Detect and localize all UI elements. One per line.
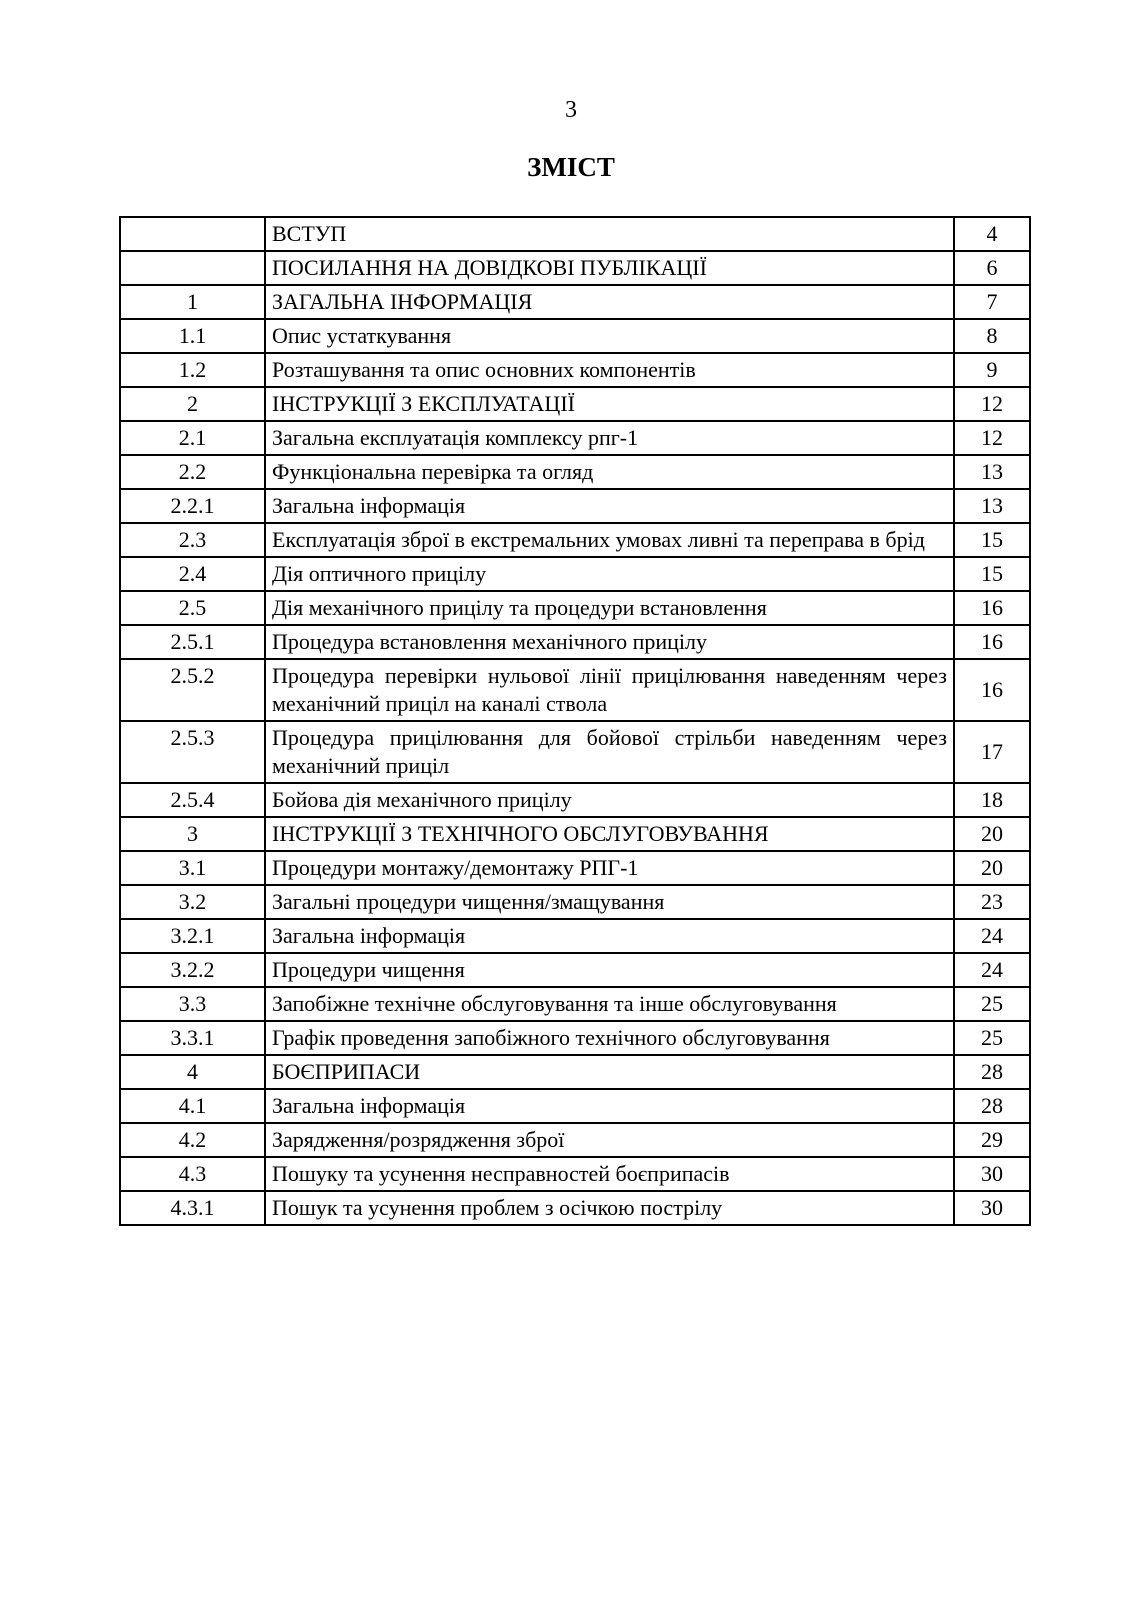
table-row: [120, 421, 1030, 455]
toc-row-page: 16: [954, 625, 1030, 659]
table-row: [120, 591, 1030, 625]
toc-row-page: 30: [954, 1191, 1030, 1225]
toc-row-title: Загальна інформація: [265, 1089, 954, 1123]
toc-row-page: 15: [954, 523, 1030, 557]
table-row: [120, 251, 1030, 285]
toc-row-title: ІНСТРУКЦІЇ З ТЕХНІЧНОГО ОБСЛУГОВУВАННЯ: [265, 817, 954, 851]
toc-row-number: 2.1: [120, 421, 265, 455]
toc-row-page: 6: [954, 251, 1030, 285]
table-row: [120, 523, 1030, 557]
table-row: [120, 659, 1030, 721]
table-row: [120, 1123, 1030, 1157]
table-row: [120, 885, 1030, 919]
table-row: [120, 987, 1030, 1021]
toc-row-page: 18: [954, 783, 1030, 817]
toc-row-title: Процедура прицілювання для бойової стрільби наведенням через механічний приціл: [265, 721, 954, 783]
toc-row-title: ПОСИЛАННЯ НА ДОВІДКОВІ ПУБЛІКАЦІЇ: [265, 251, 954, 285]
toc-row-page: 15: [954, 557, 1030, 591]
toc-row-title: Процедури монтажу/демонтажу РПГ-1: [265, 851, 954, 885]
toc-row-number: 4.1: [120, 1089, 265, 1123]
toc-row-number: 4: [120, 1055, 265, 1089]
toc-row-page: 24: [954, 919, 1030, 953]
toc-row-page: 17: [954, 721, 1030, 783]
toc-row-page: 13: [954, 455, 1030, 489]
table-row: [120, 1021, 1030, 1055]
toc-row-number: 2.5.1: [120, 625, 265, 659]
toc-row-page: 12: [954, 387, 1030, 421]
toc-row-number: 3.1: [120, 851, 265, 885]
toc-table: [119, 216, 1031, 1226]
toc-row-page: 28: [954, 1055, 1030, 1089]
toc-body: [120, 217, 1030, 1225]
toc-row-title: Бойова дія механічного прицілу: [265, 783, 954, 817]
toc-row-title: Опис устаткування: [265, 319, 954, 353]
toc-row-number: 2: [120, 387, 265, 421]
toc-row-page: 16: [954, 591, 1030, 625]
toc-row-page: 16: [954, 659, 1030, 721]
toc-row-page: 13: [954, 489, 1030, 523]
toc-row-page: 7: [954, 285, 1030, 319]
table-row: [120, 953, 1030, 987]
toc-row-title: Розташування та опис основних компонентів: [265, 353, 954, 387]
table-row: [120, 817, 1030, 851]
toc-row-number: 3.2.2: [120, 953, 265, 987]
toc-row-title: Пошуку та усунення несправностей боєприпасів: [265, 1157, 954, 1191]
toc-row-number: 4.3: [120, 1157, 265, 1191]
toc-row-page: 25: [954, 987, 1030, 1021]
table-row: [120, 1157, 1030, 1191]
toc-row-page: 8: [954, 319, 1030, 353]
toc-row-title: Процедури чищення: [265, 953, 954, 987]
toc-row-page: 4: [954, 217, 1030, 251]
toc-row-title: ІНСТРУКЦІЇ З ЕКСПЛУАТАЦІЇ: [265, 387, 954, 421]
toc-row-page: 9: [954, 353, 1030, 387]
toc-row-page: 30: [954, 1157, 1030, 1191]
table-row: [120, 1089, 1030, 1123]
toc-row-number: [120, 251, 265, 285]
table-row: [120, 1055, 1030, 1089]
toc-row-title: Пошук та усунення проблем з осічкою пострілу: [265, 1191, 954, 1225]
toc-row-number: 1: [120, 285, 265, 319]
table-row: [120, 557, 1030, 591]
toc-row-title: БОЄПРИПАСИ: [265, 1055, 954, 1089]
toc-row-title: Процедура перевірки нульової лінії прицілювання наведенням через механічний приціл на каналі ствола: [265, 659, 954, 721]
toc-row-page: 20: [954, 851, 1030, 885]
toc-row-number: 2.5.2: [120, 659, 265, 721]
toc-row-page: 23: [954, 885, 1030, 919]
toc-row-number: [120, 217, 265, 251]
toc-row-number: 3.2.1: [120, 919, 265, 953]
toc-row-title: Функціональна перевірка та огляд: [265, 455, 954, 489]
table-row: [120, 455, 1030, 489]
toc-row-title: Зарядження/розрядження зброї: [265, 1123, 954, 1157]
toc-row-page: 28: [954, 1089, 1030, 1123]
table-row: [120, 1191, 1030, 1225]
toc-row-number: 1.1: [120, 319, 265, 353]
toc-row-title: Процедура встановлення механічного прицілу: [265, 625, 954, 659]
table-row: [120, 919, 1030, 953]
toc-row-title: Графік проведення запобіжного технічного обслуговування: [265, 1021, 954, 1055]
table-row: [120, 285, 1030, 319]
toc-row-title: Загальна інформація: [265, 489, 954, 523]
toc-row-title: ВСТУП: [265, 217, 954, 251]
table-row: [120, 387, 1030, 421]
toc-row-number: 2.2.1: [120, 489, 265, 523]
toc-row-number: 4.2: [120, 1123, 265, 1157]
toc-row-number: 2.5.3: [120, 721, 265, 783]
toc-row-number: 2.4: [120, 557, 265, 591]
table-row: [120, 319, 1030, 353]
page-title: ЗМІСТ: [527, 152, 615, 182]
toc-row-page: 24: [954, 953, 1030, 987]
toc-row-title: Дія оптичного прицілу: [265, 557, 954, 591]
toc-row-page: 25: [954, 1021, 1030, 1055]
table-row: [120, 851, 1030, 885]
toc-row-number: 2.3: [120, 523, 265, 557]
toc-row-number: 1.2: [120, 353, 265, 387]
toc-row-number: 3.3: [120, 987, 265, 1021]
toc-row-title: Загальна експлуатація комплексу рпг-1: [265, 421, 954, 455]
toc-row-number: 3: [120, 817, 265, 851]
toc-row-number: 3.2: [120, 885, 265, 919]
table-row: [120, 625, 1030, 659]
table-row: [120, 721, 1030, 783]
table-row: [120, 217, 1030, 251]
toc-row-title: Дія механічного прицілу та процедури встановлення: [265, 591, 954, 625]
toc-row-page: 12: [954, 421, 1030, 455]
toc-row-number: 2.5.4: [120, 783, 265, 817]
toc-row-number: 2.5: [120, 591, 265, 625]
toc-row-title: ЗАГАЛЬНА ІНФОРМАЦІЯ: [265, 285, 954, 319]
toc-row-title: Запобіжне технічне обслуговування та інше обслуговування: [265, 987, 954, 1021]
toc-row-number: 3.3.1: [120, 1021, 265, 1055]
toc-row-page: 20: [954, 817, 1030, 851]
page-number: 3: [565, 97, 577, 123]
toc-row-title: Експлуатація зброї в екстремальних умовах ливні та переправа в брід: [265, 523, 954, 557]
toc-row-number: 2.2: [120, 455, 265, 489]
toc-row-title: Загальна інформація: [265, 919, 954, 953]
table-row: [120, 489, 1030, 523]
table-row: [120, 353, 1030, 387]
toc-row-number: 4.3.1: [120, 1191, 265, 1225]
table-row: [120, 783, 1030, 817]
toc-row-page: 29: [954, 1123, 1030, 1157]
toc-row-title: Загальні процедури чищення/змащування: [265, 885, 954, 919]
